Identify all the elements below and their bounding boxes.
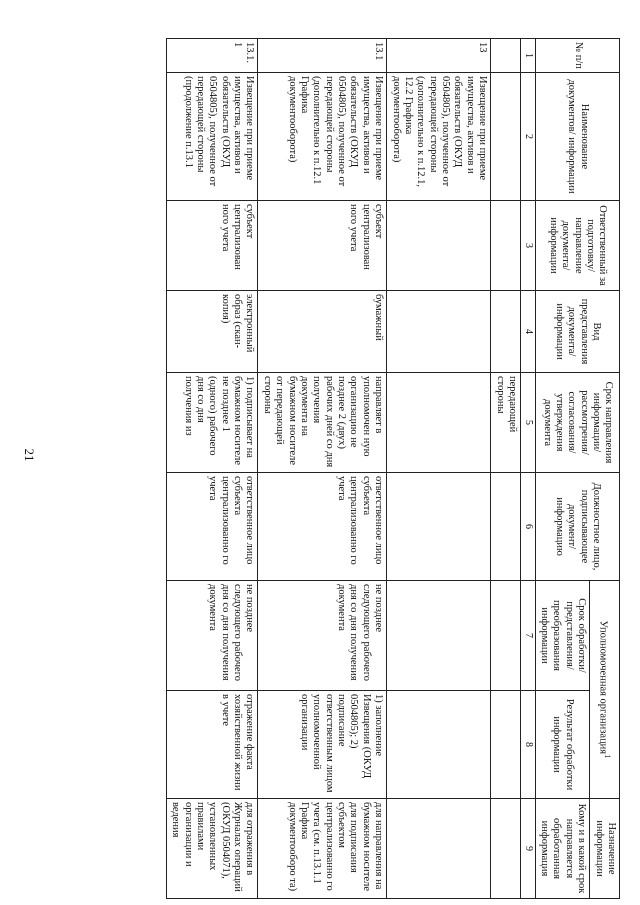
cell-number: 13 (387, 39, 491, 73)
cell-processing-result (387, 691, 491, 799)
cell-deadline: направляет в уполномочен ную организацию не позднее 2 (двух) рабочих дней со дня получения документа на бумажном носителе от передающей стороны (258, 373, 387, 473)
cell-document-name: Извещение при приеме имущества, активов и обязательств (ОКУД 0504805), полученное от передающей стороны (дополнительно к п.12.1, 12.2 Графика документооборота) (387, 73, 491, 201)
cell-presentation-type (491, 291, 521, 373)
cell-responsible: субъект централизован ного учета (166, 201, 258, 291)
column-number: 9 (520, 799, 535, 899)
header-authorized-org-label: Уполномоченная организация (597, 620, 609, 755)
column-number: 6 (520, 473, 535, 581)
table-row (491, 39, 521, 899)
cell-processing-result (491, 691, 521, 799)
cell-number (491, 39, 521, 73)
footnote-marker: 1 (603, 754, 614, 759)
table-row (387, 39, 491, 899)
column-number: 4 (520, 291, 535, 373)
cell-signing-official (491, 473, 521, 581)
header-processing-deadline: Срок обработки/ представления/ преобразования информации (535, 581, 590, 691)
cell-signing-official: ответственное лицо субъекта централизованно го учета (258, 473, 387, 581)
cell-number: 13.1. 1 (166, 39, 258, 73)
cell-signing-official: ответственное лицо субъекта централизованно го учета (166, 473, 258, 581)
header-presentation-type: Вид представления документа/ информации (535, 291, 619, 373)
header-purpose: Назначение информации (590, 799, 620, 899)
cell-processing-result: отражение факта хозяйственной жизни в учете (166, 691, 258, 799)
column-number: 1 (520, 39, 535, 73)
column-number: 3 (520, 201, 535, 291)
cell-presentation-type (387, 291, 491, 373)
page-number: 21 (22, 448, 37, 462)
header-document-name: Наименование документов/ информации (535, 73, 619, 201)
header-responsible: Ответственный за подготовку/ направление документа/ информации (535, 201, 619, 291)
cell-presentation-type: электронный образ (скан-копия) (166, 291, 258, 373)
cell-recipient: для направления на бумажном носителе для подписания субъектом централизованно го учета (см. п.13.1.1 Графика документооборо та) (258, 799, 387, 899)
cell-document-name: Извещение при приеме имущества, активов и обязательств (ОКУД 0504805), полученное от передающей стороны (дополнительно к п.12.1 Графика документооборота) (258, 73, 387, 201)
column-number: 2 (520, 73, 535, 201)
column-number-row (520, 39, 535, 899)
column-number: 7 (520, 581, 535, 691)
cell-deadline: 1) подписывает на бумажном носителе не позднее 1 (одного) рабочего дня со дня получения из (166, 373, 258, 473)
cell-responsible (387, 201, 491, 291)
header-processing-result: Результат обработки информации (535, 691, 590, 799)
cell-signing-official (387, 473, 491, 581)
cell-processing-deadline (491, 581, 521, 691)
cell-deadline: передающей стороны (491, 373, 521, 473)
cell-number: 13.1 (258, 39, 387, 73)
cell-recipient: для отражения в Журналах операций (ОКУД 0504071), установленных правилами организации и ведения (166, 799, 258, 899)
header-authorized-org (590, 581, 620, 799)
cell-responsible: субъект централизован ного учета (258, 201, 387, 291)
rotated-table-canvas (150, 38, 620, 898)
cell-document-name: Извещение при приеме имущества, активов и обязательств (ОКУД 0504805), полученное от передающей стороны (продолжение п.13.1 (166, 73, 258, 201)
cell-document-name (491, 73, 521, 201)
cell-processing-deadline: не позднее следующего рабочего дня со дня получения документа (258, 581, 387, 691)
document-flow-table (166, 38, 620, 899)
column-number: 5 (520, 373, 535, 473)
column-number: 8 (520, 691, 535, 799)
header-number: № п/п (535, 39, 619, 73)
header-signing-official: Должностное лицо, подписывающее документ/ информацию (535, 473, 619, 581)
table-row (166, 39, 258, 899)
table-row (258, 39, 387, 899)
cell-presentation-type: бумажный (258, 291, 387, 373)
header-deadline: Срок направления информации/ рассмотрения/ согласования/ утверждения документа (535, 373, 619, 473)
cell-recipient (387, 799, 491, 899)
header-recipient: Кому и в какой срок направляется обработанная информация (535, 799, 590, 899)
header-row-top (590, 39, 620, 899)
cell-processing-deadline (387, 581, 491, 691)
cell-recipient (491, 799, 521, 899)
cell-processing-result: 1) заполнение Извещения (ОКУД 0504805); 2) подписание ответственным лицом уполномоченной организации (258, 691, 387, 799)
cell-processing-deadline: не позднее следующего рабочего дня со дня получения документа (166, 581, 258, 691)
cell-responsible (491, 201, 521, 291)
cell-deadline (387, 373, 491, 473)
